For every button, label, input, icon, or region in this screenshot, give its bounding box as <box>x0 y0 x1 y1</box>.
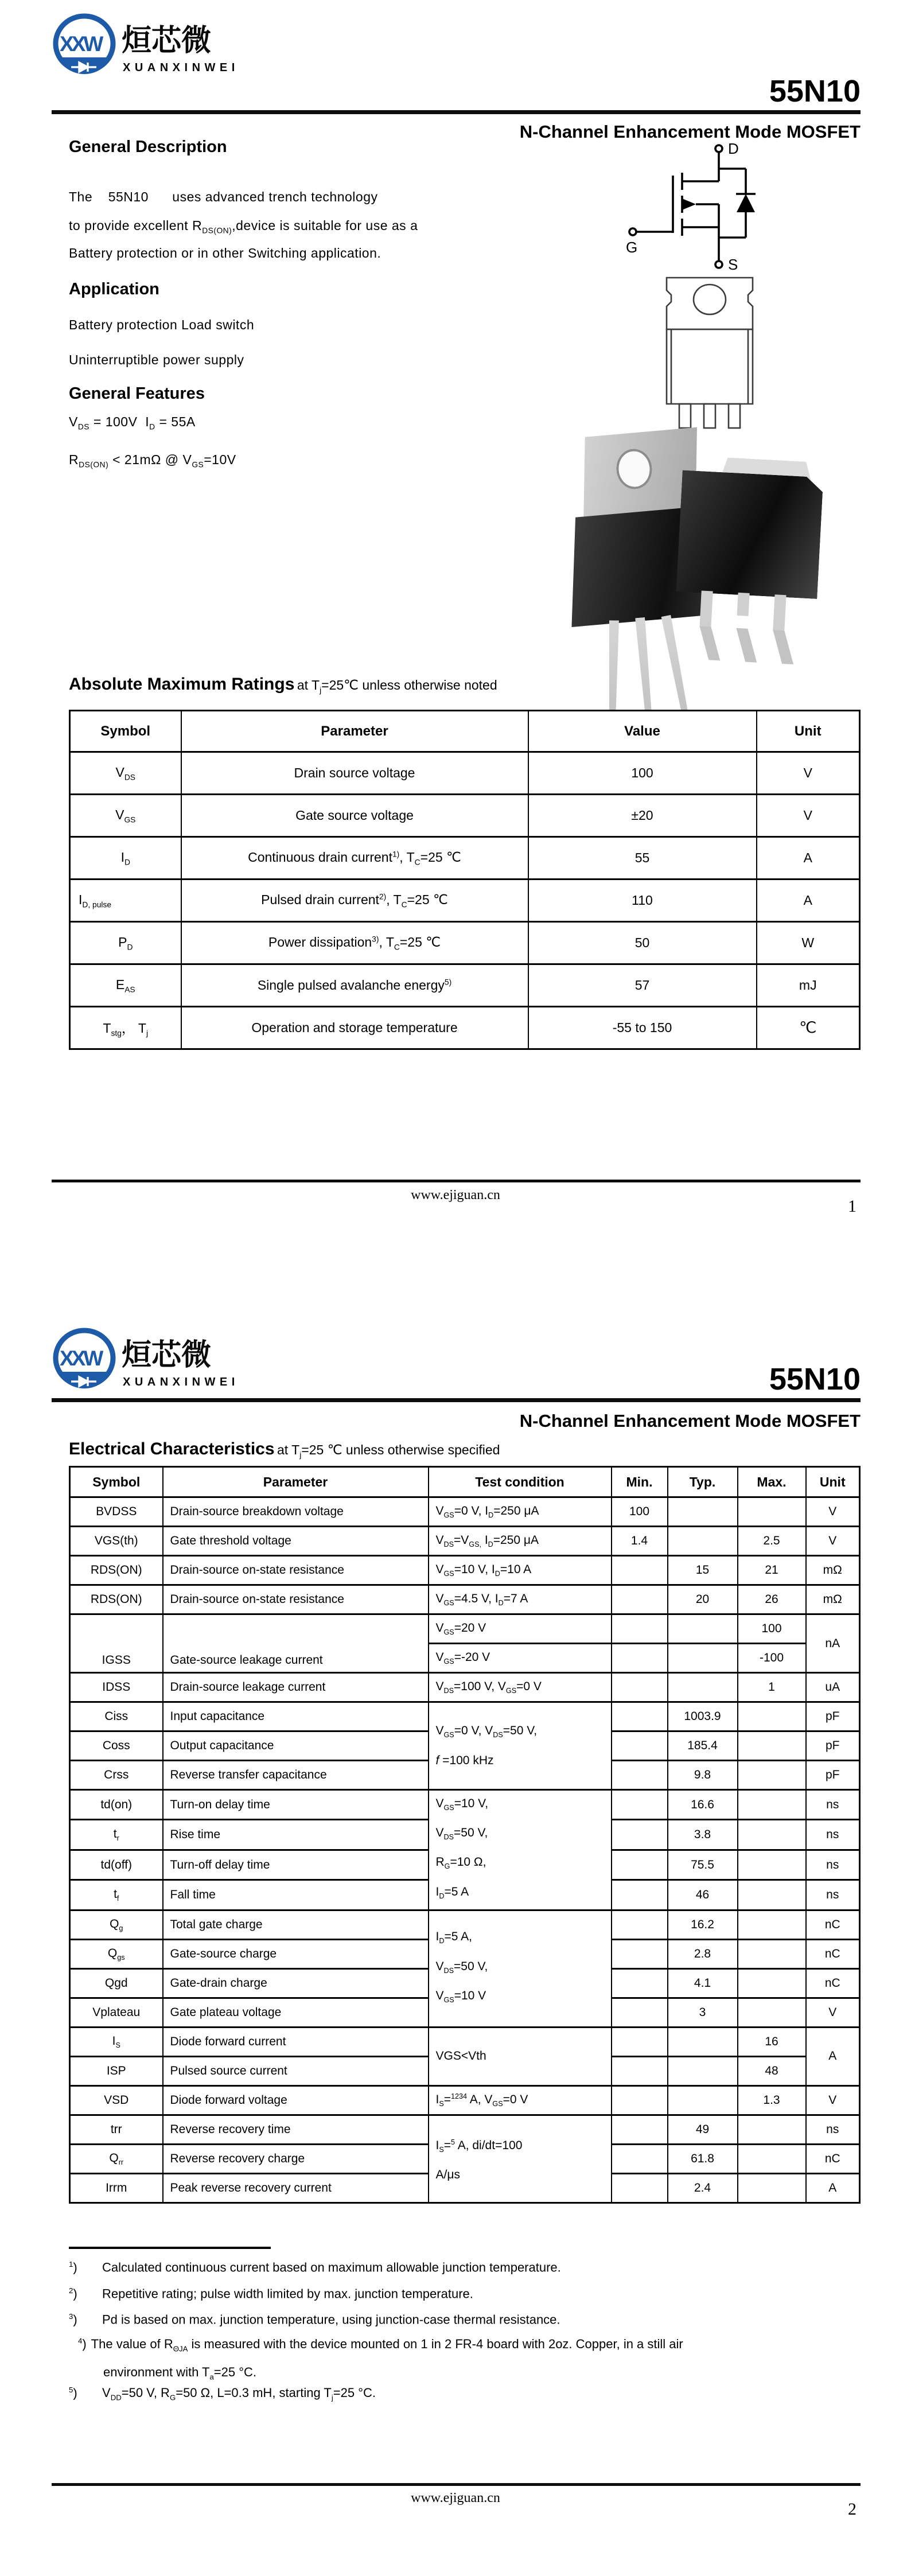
ec-typ: 46 <box>668 1880 738 1910</box>
part-number: 55N10 <box>769 74 861 108</box>
ec-parameter: Drain-source on-state resistance <box>163 1585 429 1614</box>
ec-col-parameter: Parameter <box>163 1467 429 1497</box>
ec-condition <box>429 1790 612 1910</box>
ec-typ <box>668 2085 738 2115</box>
ec-unit: ns <box>806 2115 860 2144</box>
amr-symbol: $P_D$ <box>70 922 181 964</box>
footnote <box>69 2260 561 2275</box>
ec-max <box>738 1702 806 1731</box>
ec-unit: mΩ <box>806 1556 860 1585</box>
amr-parameter: Continuous drain current$^{1)}$, $T_C=25$ ℃ <box>181 837 528 880</box>
ec-max <box>738 1968 806 1998</box>
ec-max: -100 <box>738 1644 806 1673</box>
amr-unit: W <box>757 922 860 964</box>
amr-symbol: $E_{AS}$ <box>70 964 181 1007</box>
ec-condition-line: f =100 kHz <box>435 1753 494 1767</box>
ec-typ <box>668 1644 738 1673</box>
amr-unit: V <box>757 752 860 795</box>
ec-parameter: Drain-source breakdown voltage <box>163 1497 429 1527</box>
ec-unit: ns <box>806 1850 860 1880</box>
amr-symbol: $V_{DS}$ <box>70 752 181 795</box>
table-row <box>70 1007 860 1049</box>
d2pak-body <box>676 470 824 599</box>
ec-title: Electrical Characteristics <box>69 1439 275 1458</box>
ec-unit: ns <box>806 1880 860 1910</box>
mosfet-arrow <box>682 199 696 210</box>
application-item: Uninterruptible power supply <box>69 352 244 367</box>
footnote <box>69 2286 473 2301</box>
footer-rule <box>52 1180 861 1182</box>
ec-unit: nC <box>806 1939 860 1968</box>
ec-condition-line: $I_S=^5$ A, di/dt=100 <box>435 2138 523 2154</box>
ec-max: 100 <box>738 1614 806 1644</box>
ec-condition-line: $R_G=10$ Ω, <box>435 1855 486 1871</box>
d2pak-lead <box>737 593 750 616</box>
ec-max <box>738 2115 806 2144</box>
ec-typ <box>668 2056 738 2085</box>
terminal-label-s: S <box>728 256 738 272</box>
ec-parameter: Turn-on delay time <box>163 1790 429 1820</box>
ec-typ: 2.4 <box>668 2173 738 2203</box>
ec-max: 48 <box>738 2056 806 2085</box>
amr-parameter: Power dissipation$^{3)}$, $T_C=25$ ℃ <box>181 922 528 964</box>
table-row <box>70 880 860 922</box>
ec-unit: pF <box>806 1731 860 1761</box>
ec-unit: A <box>806 2027 860 2085</box>
ec-unit: ns <box>806 1790 860 1820</box>
amr-note: at $T_j=25℃$ unless otherwise noted <box>297 678 497 695</box>
ec-parameter: Total gate charge <box>163 1910 429 1939</box>
footnote <box>69 2312 560 2327</box>
part-number: 55N10 <box>769 1362 861 1396</box>
ec-symbol: Ciss <box>70 1702 163 1731</box>
table-row <box>70 1673 860 1702</box>
ec-parameter: Input capacitance <box>163 1702 429 1731</box>
ec-symbol: ISP <box>70 2056 163 2085</box>
ec-typ <box>668 1527 738 1556</box>
ec-condition-line: $V_{DS}=50$ V, <box>435 1959 488 1975</box>
ec-col-max: Max. <box>738 1467 806 1497</box>
ec-symbol: BVDSS <box>70 1497 163 1527</box>
ec-symbol: Qgd <box>70 1968 163 1998</box>
absolute-maximum-ratings-table <box>69 710 861 1050</box>
package-outline-drawing <box>659 275 761 429</box>
ec-typ <box>668 2027 738 2056</box>
ec-typ: 75.5 <box>668 1850 738 1880</box>
table-row <box>70 922 860 964</box>
amr-symbol: $I_{D, pulse}$ <box>70 880 181 922</box>
ec-condition: VGS<Vth <box>429 2027 612 2085</box>
ec-typ: 3 <box>668 1998 738 2027</box>
amr-unit: V <box>757 795 860 837</box>
ec-condition <box>429 1702 612 1790</box>
ec-parameter: Gate plateau voltage <box>163 1998 429 2027</box>
amr-value: ±20 <box>528 795 757 837</box>
amr-value: 57 <box>528 964 757 1007</box>
ec-min <box>612 1673 668 1702</box>
ec-symbol: Irrm <box>70 2173 163 2203</box>
ec-unit: V <box>806 2085 860 2115</box>
ec-col-min: Min. <box>612 1467 668 1497</box>
amr-unit: mJ <box>757 964 860 1007</box>
ec-max <box>738 1820 806 1850</box>
ec-typ: 3.8 <box>668 1820 738 1850</box>
amr-symbol: $I_D$ <box>70 837 181 880</box>
table-row <box>70 2115 860 2144</box>
footnote <box>78 2337 683 2381</box>
ec-max: 26 <box>738 1585 806 1614</box>
ec-typ: 9.8 <box>668 1761 738 1790</box>
ec-symbol: $t_f$ <box>70 1880 163 1910</box>
ec-parameter: Reverse recovery time <box>163 2115 429 2144</box>
amr-unit: ℃ <box>757 1007 860 1049</box>
amr-symbol: $T_{stg}$， $T_j$ <box>70 1007 181 1049</box>
ec-typ: 4.1 <box>668 1968 738 1998</box>
ec-min <box>612 1702 668 1731</box>
table-row <box>70 837 860 880</box>
ec-symbol: $I_S$ <box>70 2027 163 2056</box>
table-row <box>70 1497 860 1527</box>
logo-xxw-text: XXW <box>60 32 102 56</box>
ec-condition: $V_{GS}=0$ V, $I_D=250$ μA <box>429 1497 612 1527</box>
application-item: Battery protection Load switch <box>69 317 255 332</box>
ec-typ <box>668 1614 738 1644</box>
ec-min <box>612 1880 668 1910</box>
ec-parameter: Pulsed source current <box>163 2056 429 2085</box>
body-diode <box>737 194 755 212</box>
ec-symbol: VGS(th) <box>70 1527 163 1556</box>
ec-condition: $I_S=^{1234}$ A, $V_{GS}=0$ V <box>429 2085 612 2115</box>
ec-symbol: $Q_{rr}$ <box>70 2144 163 2173</box>
ec-min <box>612 1820 668 1850</box>
doc-subtitle: N-Channel Enhancement Mode MOSFET <box>519 122 861 142</box>
ec-max: 21 <box>738 1556 806 1585</box>
ec-parameter: Peak reverse recovery current <box>163 2173 429 2203</box>
ec-unit: pF <box>806 1702 860 1731</box>
ec-symbol: IGSS <box>70 1614 163 1673</box>
page-2 <box>0 1288 911 2576</box>
ec-symbol: Vplateau <box>70 1998 163 2027</box>
ec-symbol: RDS(ON) <box>70 1585 163 1614</box>
ec-parameter: Drain-source on-state resistance <box>163 1556 429 1585</box>
amr-col-value: Value <box>528 711 757 752</box>
ec-typ: 2.8 <box>668 1939 738 1968</box>
ec-typ: 185.4 <box>668 1731 738 1761</box>
ec-unit: V <box>806 1998 860 2027</box>
ec-typ: 49 <box>668 2115 738 2144</box>
ec-symbol: Crss <box>70 1761 163 1790</box>
ec-symbol: trr <box>70 2115 163 2144</box>
ec-min <box>612 1910 668 1939</box>
ec-unit: V <box>806 1527 860 1556</box>
ec-unit: pF <box>806 1761 860 1790</box>
ec-max <box>738 2173 806 2203</box>
ec-heading <box>69 1439 500 1460</box>
ec-typ: 15 <box>668 1556 738 1585</box>
ec-condition: $V_{DS}=V_{GS,}$ $I_D=250$ μA <box>429 1527 612 1556</box>
ec-min <box>612 1761 668 1790</box>
amr-unit: A <box>757 880 860 922</box>
footnote-marker: $^3$) <box>69 2312 77 2327</box>
company-logo <box>52 1321 327 1397</box>
amr-value: 55 <box>528 837 757 880</box>
ec-condition-line: $V_{GS}=10$ V <box>435 1989 486 2005</box>
logo-en-text: XUANXINWEI <box>123 1376 239 1388</box>
electrical-characteristics-table <box>69 1466 861 2204</box>
ec-min <box>612 2056 668 2085</box>
feature-line: $V_{DS} = 100V$ $I_D = 55A$ <box>69 414 196 431</box>
footnote-marker: $^1$) <box>69 2260 77 2275</box>
ec-condition: $V_{GS}=4.5$ V, $I_D=7$ A <box>429 1585 612 1614</box>
ec-max <box>738 1497 806 1527</box>
general-description-line: Battery protection or in other Switching application. <box>69 246 381 260</box>
table-row <box>70 964 860 1007</box>
feature-line: $R_{DS(ON)} < 21m\Omega$ @ $V_{GS}=10V$ <box>69 452 236 469</box>
general-description-title: General Description <box>69 138 227 156</box>
ec-unit: V <box>806 1497 860 1527</box>
ec-unit: nA <box>806 1614 860 1673</box>
ec-condition-line: $I_D=5$ A, <box>435 1930 472 1945</box>
ec-max: 2.5 <box>738 1527 806 1556</box>
amr-parameter: Operation and storage temperature <box>181 1007 528 1049</box>
general-features-title: General Features <box>69 384 205 403</box>
footnote <box>69 2386 376 2402</box>
ec-max <box>738 1731 806 1761</box>
ec-min <box>612 1585 668 1614</box>
ec-parameter: Gate-source leakage current <box>163 1614 429 1673</box>
ec-parameter: Diode forward current <box>163 2027 429 2056</box>
ec-max <box>738 1939 806 1968</box>
ec-unit: nC <box>806 2144 860 2173</box>
ec-symbol: $Q_{gs}$ <box>70 1939 163 1968</box>
mosfet-symbol-diagram <box>622 141 812 272</box>
table-row <box>70 1614 860 1644</box>
table-row <box>70 1527 860 1556</box>
footnote-text: The value of $R_{\Theta JA}$ is measured with the device mounted on 1 in 2 FR-4 board with 2oz. Copper, in a still air <box>91 2337 683 2353</box>
d2pak-lead <box>699 590 713 628</box>
ec-symbol: VSD <box>70 2085 163 2115</box>
ec-condition-line: $V_{GS}=10$ V, <box>435 1797 489 1812</box>
table-row <box>70 2027 860 2056</box>
ec-symbol: td(on) <box>70 1790 163 1820</box>
amr-value: 100 <box>528 752 757 795</box>
ec-min <box>612 1850 668 1880</box>
amr-parameter: Pulsed drain current$^{2)}$, $T_C=25$ ℃ <box>181 880 528 922</box>
ec-max: 1 <box>738 1673 806 1702</box>
ec-col-symbol: Symbol <box>70 1467 163 1497</box>
d2pak-package-photo <box>665 455 838 658</box>
terminal-label-g: G <box>626 239 638 256</box>
ec-unit: ns <box>806 1820 860 1850</box>
logo-zh-text: 烜芯微 <box>122 1338 212 1372</box>
general-description-line: to provide excellent $R_{DS(ON)},device$ is suitable for use as a <box>69 218 418 235</box>
ec-condition: $V_{GS}=20$ V <box>429 1614 612 1644</box>
company-logo <box>52 7 327 83</box>
ec-typ: 20 <box>668 1585 738 1614</box>
ec-min: 1.4 <box>612 1527 668 1556</box>
ec-note: at $T_j=25$ ℃ unless otherwise specified <box>277 1442 500 1460</box>
ec-condition: $V_{GS}=-20$ V <box>429 1644 612 1673</box>
ec-header-row <box>70 1467 860 1497</box>
ec-condition: $V_{GS}=10$ V, $I_D=10$ A <box>429 1556 612 1585</box>
ec-min <box>612 1998 668 2027</box>
ec-parameter: Reverse recovery charge <box>163 2144 429 2173</box>
ec-max <box>738 1998 806 2027</box>
table-row <box>70 1790 860 1820</box>
footnote-text: $V_{DD}=50$ V, $R_G=50$ Ω, L=0.3 mH, starting $T_j=25$ °C. <box>102 2386 376 2402</box>
footnote-text: Repetitive rating; pulse width limited by max. junction temperature. <box>102 2286 473 2301</box>
ec-parameter: Drain-source leakage current <box>163 1673 429 1702</box>
page2-header <box>52 1294 861 1402</box>
footer-url: www.ejiguan.cn <box>411 2491 500 2505</box>
amr-parameter: Drain source voltage <box>181 752 528 795</box>
ec-condition-line: $V_{GS}=0$ V, $V_{DS}=50$ V, <box>435 1724 538 1740</box>
ec-parameter: Reverse transfer capacitance <box>163 1761 429 1790</box>
ec-col-typ: Typ. <box>668 1467 738 1497</box>
amr-symbol: $V_{GS}$ <box>70 795 181 837</box>
footnote-marker: $^2$) <box>69 2286 77 2301</box>
ec-unit: uA <box>806 1673 860 1702</box>
ec-typ <box>668 1497 738 1527</box>
footer-rule <box>52 2483 861 2486</box>
ec-typ <box>668 1673 738 1702</box>
ec-max <box>738 2144 806 2173</box>
ec-max: 16 <box>738 2027 806 2056</box>
ec-symbol: $Q_g$ <box>70 1910 163 1939</box>
ec-min <box>612 1614 668 1644</box>
footnote-text: Pd is based on max. junction temperature, using junction-case thermal resistance. <box>102 2312 560 2327</box>
ec-max <box>738 1790 806 1820</box>
ec-min <box>612 1644 668 1673</box>
ec-condition: $V_{DS}=100$ V, $V_{GS}=0$ V <box>429 1673 612 1702</box>
ec-min <box>612 1556 668 1585</box>
ec-unit: A <box>806 2173 860 2203</box>
ec-condition-line: A/μs <box>435 2168 460 2182</box>
ec-col-condition: Test condition <box>429 1467 612 1497</box>
amr-value: 50 <box>528 922 757 964</box>
terminal-label-d: D <box>728 141 739 157</box>
ec-parameter: Turn-off delay time <box>163 1850 429 1880</box>
ec-typ: 1003.9 <box>668 1702 738 1731</box>
amr-parameter: Single pulsed avalanche energy$^{5)}$ <box>181 964 528 1007</box>
ec-typ: 16.6 <box>668 1790 738 1820</box>
ec-parameter: Rise time <box>163 1820 429 1850</box>
ec-parameter: Gate threshold voltage <box>163 1527 429 1556</box>
amr-heading <box>69 675 497 695</box>
ec-typ: 16.2 <box>668 1910 738 1939</box>
ec-parameter: Diode forward voltage <box>163 2085 429 2115</box>
ec-min <box>612 1939 668 1968</box>
ec-unit: mΩ <box>806 1585 860 1614</box>
ec-condition <box>429 2115 612 2203</box>
ec-min <box>612 1731 668 1761</box>
ec-symbol: RDS(ON) <box>70 1556 163 1585</box>
table-row <box>70 1585 860 1614</box>
ec-symbol: $t_r$ <box>70 1820 163 1850</box>
table-row <box>70 752 860 795</box>
d2pak-lead <box>773 594 786 632</box>
ec-symbol: IDSS <box>70 1673 163 1702</box>
table-row <box>70 1702 860 1731</box>
ec-parameter: Gate-drain charge <box>163 1968 429 1998</box>
general-description-line: The 55N10 uses advanced trench technology <box>69 189 378 204</box>
ec-condition-line: $V_{DS}=50$ V, <box>435 1826 488 1842</box>
footnote-text: Calculated continuous current based on maximum allowable junction temperature. <box>102 2260 561 2275</box>
footnote-separator <box>69 2247 271 2249</box>
amr-col-unit: Unit <box>757 711 860 752</box>
ec-min <box>612 2144 668 2173</box>
footnote-text: environment with $T_a=25$ °C. <box>103 2364 257 2382</box>
ec-min <box>612 2085 668 2115</box>
amr-parameter: Gate source voltage <box>181 795 528 837</box>
footer-url: www.ejiguan.cn <box>411 1188 500 1203</box>
footnote-marker: $^5$) <box>69 2386 77 2400</box>
ec-symbol: Coss <box>70 1731 163 1761</box>
amr-col-symbol: Symbol <box>70 711 181 752</box>
logo-zh-text: 烜芯微 <box>122 24 212 57</box>
ec-min <box>612 2027 668 2056</box>
table-row <box>70 2085 860 2115</box>
table-row <box>70 795 860 837</box>
logo-xxw-text: XXW <box>60 1347 102 1370</box>
ec-parameter: Fall time <box>163 1880 429 1910</box>
footnote-marker: $^4$) <box>78 2337 87 2352</box>
ec-max <box>738 1880 806 1910</box>
logo-en-text: XUANXINWEI <box>123 61 239 74</box>
ec-symbol: td(off) <box>70 1850 163 1880</box>
page1-header <box>52 6 861 114</box>
table-row <box>70 1910 860 1939</box>
ec-min: 100 <box>612 1497 668 1527</box>
ec-max: 1.3 <box>738 2085 806 2115</box>
ec-parameter: Output capacitance <box>163 1731 429 1761</box>
ec-parameter: Gate-source charge <box>163 1939 429 1968</box>
application-title: Application <box>69 280 159 298</box>
amr-col-parameter: Parameter <box>181 711 528 752</box>
amr-value: 110 <box>528 880 757 922</box>
ec-max <box>738 1910 806 1939</box>
ec-min <box>612 1790 668 1820</box>
table-row <box>70 1556 860 1585</box>
page-number: 1 <box>848 1197 857 1216</box>
ec-condition-line: $I_D=5$ A <box>435 1885 469 1900</box>
amr-header-row <box>70 711 860 752</box>
ec-max <box>738 1761 806 1790</box>
ec-min <box>612 2115 668 2144</box>
ec-max <box>738 1850 806 1880</box>
ec-min <box>612 2173 668 2203</box>
ec-col-unit: Unit <box>806 1467 860 1497</box>
ec-min <box>612 1968 668 1998</box>
amr-value: -55 to 150 <box>528 1007 757 1049</box>
ec-condition <box>429 1910 612 2027</box>
amr-title: Absolute Maximum Ratings <box>69 675 295 694</box>
amr-unit: A <box>757 837 860 880</box>
doc-subtitle: N-Channel Enhancement Mode MOSFET <box>519 1411 861 1431</box>
ec-unit: nC <box>806 1910 860 1939</box>
ec-typ: 61.8 <box>668 2144 738 2173</box>
page-number: 2 <box>848 2500 857 2519</box>
ec-unit: nC <box>806 1968 860 1998</box>
